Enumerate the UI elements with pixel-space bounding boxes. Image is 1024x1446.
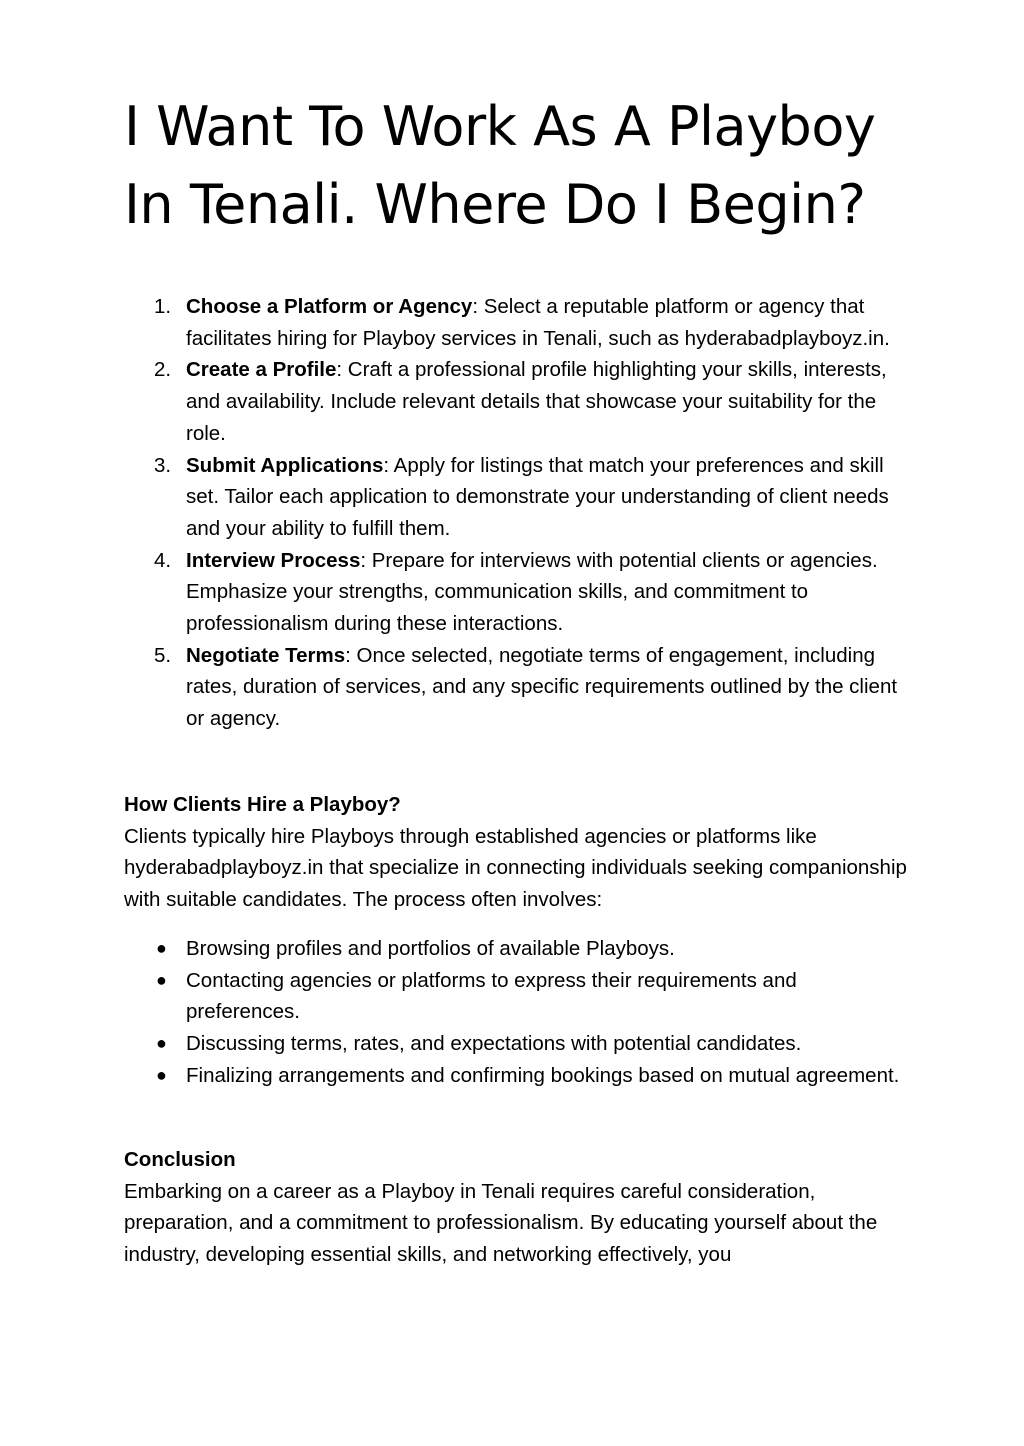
step-number: 5. — [154, 643, 172, 667]
page-title — [124, 88, 914, 244]
list-item — [124, 1060, 914, 1092]
step-item-4 — [124, 545, 914, 640]
bullet-icon: ● — [156, 938, 167, 958]
step-text: : Once selected, negotiate terms of engagement, including rates, duration of services, and any specific requirements outlined by the client or agency. — [186, 643, 898, 731]
list-item — [124, 1028, 914, 1060]
step-heading: Interview Process — [186, 548, 361, 572]
step-item-3 — [124, 450, 914, 545]
step-text: : Prepare for interviews with potential clients or agencies. Emphasize your strengths, communication skills, and commitment to professionalism during these interactions. — [186, 548, 878, 636]
list-item-text: Contacting agencies or platforms to express their requirements and preferences. — [186, 968, 797, 1024]
list-item-text: Discussing terms, rates, and expectations with potential candidates. — [186, 1032, 802, 1056]
step-item-2 — [124, 354, 914, 449]
step-text: : Craft a professional profile highlighting your skills, interests, and availability. Include relevant details that showcase your suitability for the role. — [186, 358, 887, 445]
hire-section — [124, 789, 914, 916]
title-line-1: I Want To Work As A Playboy — [124, 95, 876, 158]
step-number: 4. — [154, 548, 172, 572]
step-text: : Apply for listings that match your preferences and skill set. Tailor each application to demonstrate your understanding of client needs and your ability to fulfill them. — [186, 453, 889, 540]
section-heading-hire: How Clients Hire a Playboy? — [124, 793, 401, 816]
step-heading: Submit Applications — [186, 453, 384, 477]
conclusion-section — [124, 1144, 914, 1271]
bullet-icon: ● — [156, 1064, 167, 1085]
bullet-icon: ● — [156, 1033, 167, 1054]
step-item-1 — [124, 291, 914, 354]
bullet-icon: ● — [156, 969, 167, 990]
step-item-5 — [124, 640, 914, 735]
section-heading-conclusion: Conclusion — [124, 1148, 236, 1171]
conclusion-paragraph: Embarking on a career as a Playboy in Tenali requires careful consideration, preparation, and a commitment to professionalism. By educating yourself about the industry, developing essential skills, and networking effectively, you — [124, 1179, 878, 1267]
step-heading: Negotiate Terms — [186, 643, 346, 667]
list-item — [124, 933, 914, 965]
list-item-text: Finalizing arrangements and confirming bookings based on mutual agreement. — [186, 1063, 900, 1087]
title-line-2: In Tenali. Where Do I Begin? — [124, 173, 866, 236]
step-number: 2. — [154, 358, 172, 382]
list-item-text: Browsing profiles and portfolios of available Playboys. — [186, 937, 675, 960]
document-page — [124, 88, 914, 1267]
step-heading: Create a Profile — [186, 358, 337, 382]
list-item — [124, 965, 914, 1028]
hire-paragraph: Clients typically hire Playboys through established agencies or platforms like hyderabadplayboyz.in that specialize in connecting individuals seeking companionship with suitable candidates. The process often involves: — [124, 824, 907, 912]
step-number: 3. — [154, 453, 172, 477]
steps-list — [124, 291, 914, 735]
step-number: 1. — [154, 295, 172, 318]
hire-process-list — [124, 933, 914, 1092]
step-heading: Choose a Platform or Agency — [186, 295, 473, 318]
step-text: : Select a reputable platform or agency that facilitates hiring for Playboy services in Tenali, such as hyderabadplayboyz.in. — [186, 295, 890, 350]
